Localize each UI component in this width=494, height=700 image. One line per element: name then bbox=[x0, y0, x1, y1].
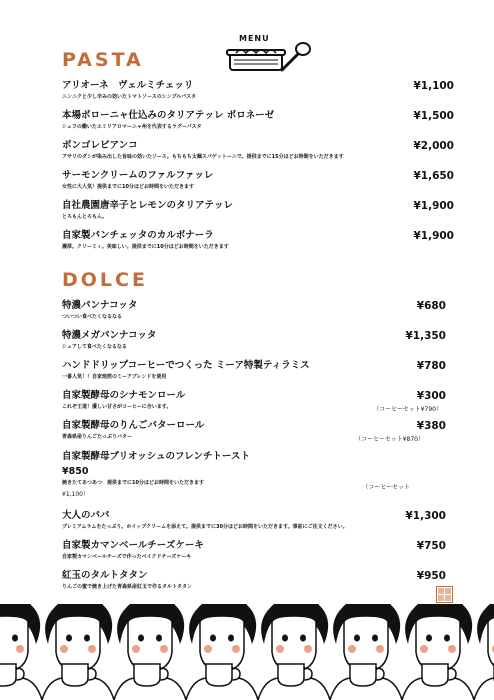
item-name: 自社農園唐辛子とレモンのタリアテッレ bbox=[62, 200, 234, 211]
item-price: ¥380 bbox=[416, 420, 446, 432]
item-price: ¥850 bbox=[62, 466, 89, 477]
menu-item bbox=[62, 140, 454, 161]
menu-label: MENU bbox=[239, 34, 270, 43]
item-price: ¥300 bbox=[416, 390, 446, 402]
item-name: サーモンクリームのファルファッレ bbox=[62, 170, 214, 181]
coffee-set-price: ¥1,100） bbox=[62, 491, 89, 498]
item-description: アサリのダシが染み出した旨味の効いたソース。もちもち太麺スパゲットーニで。提供までに15分ほどお時間をいただきます bbox=[62, 154, 344, 160]
item-name: ハンドドリップコーヒーでつくった ミーア特製ティラミス bbox=[62, 360, 310, 371]
item-description: プレミアムラムをたっぷり。ホイップクリームを添えて。提供までに30分ほどお時間をいただきます。事前にご注文ください。 bbox=[62, 524, 348, 530]
item-name: 特濃メガパンナコッタ bbox=[62, 330, 157, 341]
menu-item bbox=[62, 360, 454, 381]
coffee-set-note: （コーヒーセット bbox=[362, 484, 410, 491]
item-description: 自家製カマンベールチーズで作ったベイクドチーズケーキ bbox=[62, 554, 192, 560]
item-name: 自家製パンチェッタのカルボナーラ bbox=[62, 230, 214, 241]
menu-item bbox=[62, 570, 454, 591]
casserole-with-spoon-icon bbox=[226, 40, 316, 76]
menu-item bbox=[62, 451, 454, 498]
item-description: 一番人気！！自家焙煎のミーアブレンドを使用 bbox=[62, 374, 167, 380]
coffee-set-note: （コーヒーセット¥790） bbox=[373, 406, 442, 413]
item-name: 本場ボローニャ仕込みのタリアテッレ ボロネーゼ bbox=[62, 110, 275, 121]
menu-item bbox=[62, 510, 454, 531]
menu-item bbox=[62, 170, 454, 191]
item-name: アリオーネ ヴェルミチェッリ bbox=[62, 80, 194, 91]
item-price: ¥780 bbox=[416, 360, 446, 372]
menu-item bbox=[62, 300, 454, 321]
item-description: とろもんとろもん。 bbox=[62, 214, 108, 220]
dolce-section-title: DOLCE bbox=[62, 269, 148, 291]
item-price: ¥2,000 bbox=[413, 140, 454, 152]
menu-item bbox=[62, 390, 454, 411]
item-price: ¥1,100 bbox=[413, 80, 454, 92]
menu-item bbox=[62, 230, 454, 251]
item-name: 自家製酵母ブリオッシュのフレンチトースト bbox=[62, 451, 250, 462]
menu-item bbox=[62, 540, 454, 561]
item-price: ¥1,500 bbox=[413, 110, 454, 122]
item-price: ¥1,650 bbox=[413, 170, 454, 182]
menu-item bbox=[62, 420, 454, 441]
item-price: ¥1,900 bbox=[413, 200, 454, 212]
item-description: これぞ王道！優しい甘さがコーヒーに合います。 bbox=[62, 404, 172, 410]
item-description: りんごの蜜で焼き上げた青森県産紅玉で作るタルトタタン bbox=[62, 584, 193, 590]
item-price: ¥1,900 bbox=[413, 230, 454, 242]
item-description: ついつい食べたくなるなる bbox=[62, 314, 123, 320]
item-description: シェアして食べたくなるなる bbox=[62, 344, 127, 350]
item-description: 女性に大人気！提供までに10分ほどお時間をいただきます bbox=[62, 184, 194, 190]
seal-stamp bbox=[436, 586, 453, 603]
item-price: ¥1,350 bbox=[405, 330, 446, 342]
item-price: ¥950 bbox=[416, 570, 446, 582]
item-description: シェフの働いたエミリアロマーニャ州を代表するラグーパスタ bbox=[62, 124, 202, 130]
item-description: 焼きたてあつあつ 提供までに10分ほどお時間をいただきます bbox=[62, 480, 204, 486]
item-name: ボンゴレビアンコ bbox=[62, 140, 138, 151]
item-name: 自家製カマンベールチーズケーキ bbox=[62, 540, 204, 551]
item-name: 紅玉のタルトタタン bbox=[62, 570, 148, 581]
coffee-set-note: （コーヒーセット¥870） bbox=[355, 436, 424, 443]
item-description: 濃厚。クリーミィ。美味しい。提供までに10分ほどお時間をいただきます bbox=[62, 244, 229, 250]
menu-item bbox=[62, 200, 454, 221]
menu-item bbox=[62, 110, 454, 131]
item-description: 青森県産りんごたっぷりバター bbox=[62, 434, 133, 440]
item-name: 自家製酵母のりんごバターロール bbox=[62, 420, 205, 431]
item-name: 自家製酵母のシナモンロール bbox=[62, 390, 186, 401]
item-description: ニンニクと少し辛みの効いたトマトソースのシンプルパスタ bbox=[62, 94, 197, 100]
chef-faces-illustration bbox=[0, 604, 494, 700]
item-name: 特濃パンナコッタ bbox=[62, 300, 138, 311]
pasta-section-title: PASTA bbox=[62, 49, 144, 71]
menu-item bbox=[62, 80, 454, 101]
item-price: ¥680 bbox=[416, 300, 446, 312]
menu-item bbox=[62, 330, 454, 351]
item-price: ¥1,300 bbox=[405, 510, 446, 522]
item-price: ¥750 bbox=[416, 540, 446, 552]
item-name: 大人のババ bbox=[62, 510, 110, 521]
